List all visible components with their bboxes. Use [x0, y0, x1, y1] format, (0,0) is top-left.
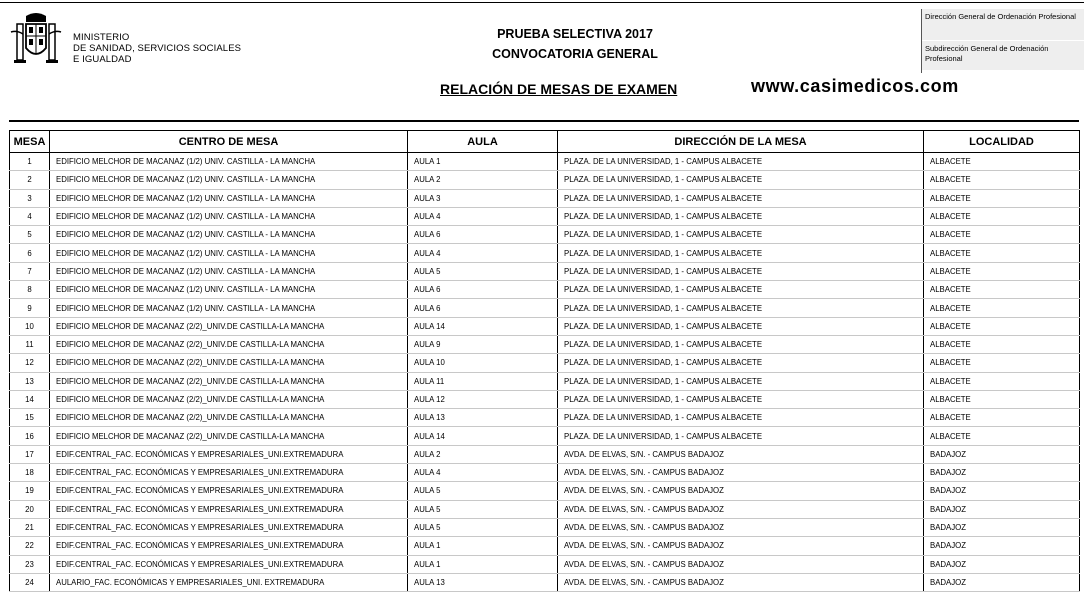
cell-centro: AULARIO_FAC. ECONÓMICAS Y EMPRESARIALES_UNI. EXTREMADURA [50, 573, 408, 591]
table-row [10, 500, 1080, 518]
column-header-direccion: DIRECCIÓN DE LA MESA [558, 131, 924, 153]
column-header-mesa: MESA [10, 131, 50, 153]
cell-localidad: ALBACETE [924, 226, 1080, 244]
cell-mesa: 4 [10, 207, 50, 225]
column-header-aula: AULA [408, 131, 558, 153]
cell-centro: EDIF.CENTRAL_FAC. ECONÓMICAS Y EMPRESARIALES_UNI.EXTREMADURA [50, 500, 408, 518]
cell-direccion: PLAZA. DE LA UNIVERSIDAD, 1 - CAMPUS ALBACETE [558, 171, 924, 189]
cell-centro: EDIFICIO MELCHOR DE MACANAZ (1/2) UNIV. CASTILLA - LA MANCHA [50, 226, 408, 244]
cell-localidad: ALBACETE [924, 281, 1080, 299]
cell-localidad: BADAJOZ [924, 537, 1080, 555]
cell-centro: EDIFICIO MELCHOR DE MACANAZ (2/2)_UNIV.DE CASTILLA-LA MANCHA [50, 354, 408, 372]
cell-centro: EDIF.CENTRAL_FAC. ECONÓMICAS Y EMPRESARIALES_UNI.EXTREMADURA [50, 464, 408, 482]
cell-aula: AULA 3 [408, 189, 558, 207]
title-line-1: PRUEBA SELECTIVA 2017 [497, 27, 653, 41]
cell-localidad: ALBACETE [924, 372, 1080, 390]
cell-centro: EDIFICIO MELCHOR DE MACANAZ (2/2)_UNIV.DE CASTILLA-LA MANCHA [50, 390, 408, 408]
ministry-line-2: DE SANIDAD, SERVICIOS SOCIALES [73, 43, 242, 54]
table-row [10, 171, 1080, 189]
cell-direccion: PLAZA. DE LA UNIVERSIDAD, 1 - CAMPUS ALBACETE [558, 390, 924, 408]
cell-aula: AULA 2 [408, 171, 558, 189]
table-row [10, 317, 1080, 335]
cell-direccion: PLAZA. DE LA UNIVERSIDAD, 1 - CAMPUS ALBACETE [558, 207, 924, 225]
cell-localidad: ALBACETE [924, 171, 1080, 189]
table-row [10, 555, 1080, 573]
ministry-line-1: MINISTERIO [73, 32, 130, 43]
cell-localidad: ALBACETE [924, 427, 1080, 445]
coat-of-arms-logo [9, 10, 63, 68]
cell-localidad: BADAJOZ [924, 518, 1080, 536]
table-row [10, 427, 1080, 445]
cell-mesa: 23 [10, 555, 50, 573]
table-header-row [10, 131, 1080, 153]
cell-centro: EDIF.CENTRAL_FAC. ECONÓMICAS Y EMPRESARIALES_UNI.EXTREMADURA [50, 555, 408, 573]
cell-direccion: PLAZA. DE LA UNIVERSIDAD, 1 - CAMPUS ALBACETE [558, 354, 924, 372]
cell-mesa: 18 [10, 464, 50, 482]
cell-direccion: PLAZA. DE LA UNIVERSIDAD, 1 - CAMPUS ALBACETE [558, 317, 924, 335]
cell-direccion: AVDA. DE ELVAS, S/N. - CAMPUS BADAJOZ [558, 573, 924, 591]
table-row [10, 207, 1080, 225]
title-line-2: CONVOCATORIA GENERAL [492, 47, 658, 61]
direction-box [921, 9, 1084, 73]
cell-mesa: 2 [10, 171, 50, 189]
cell-mesa: 8 [10, 281, 50, 299]
cell-mesa: 14 [10, 390, 50, 408]
cell-aula: AULA 14 [408, 427, 558, 445]
cell-mesa: 7 [10, 262, 50, 280]
cell-mesa: 20 [10, 500, 50, 518]
cell-localidad: BADAJOZ [924, 464, 1080, 482]
table-row [10, 189, 1080, 207]
cell-mesa: 1 [10, 153, 50, 171]
cell-localidad: ALBACETE [924, 354, 1080, 372]
cell-localidad: BADAJOZ [924, 482, 1080, 500]
document-subtitle: RELACIÓN DE MESAS DE EXAMEN [440, 81, 678, 97]
subdirection-general: Subdirección General de Ordenación Profesional [922, 41, 1084, 70]
cell-aula: AULA 5 [408, 262, 558, 280]
cell-localidad: BADAJOZ [924, 500, 1080, 518]
cell-centro: EDIFICIO MELCHOR DE MACANAZ (1/2) UNIV. CASTILLA - LA MANCHA [50, 244, 408, 262]
cell-direccion: PLAZA. DE LA UNIVERSIDAD, 1 - CAMPUS ALBACETE [558, 153, 924, 171]
cell-localidad: ALBACETE [924, 390, 1080, 408]
cell-direccion: PLAZA. DE LA UNIVERSIDAD, 1 - CAMPUS ALBACETE [558, 262, 924, 280]
cell-mesa: 24 [10, 573, 50, 591]
cell-mesa: 10 [10, 317, 50, 335]
cell-aula: AULA 1 [408, 537, 558, 555]
table-row [10, 244, 1080, 262]
table-row [10, 464, 1080, 482]
table-row [10, 262, 1080, 280]
cell-direccion: AVDA. DE ELVAS, S/N. - CAMPUS BADAJOZ [558, 500, 924, 518]
cell-aula: AULA 1 [408, 153, 558, 171]
cell-aula: AULA 10 [408, 354, 558, 372]
table-row [10, 226, 1080, 244]
cell-mesa: 11 [10, 335, 50, 353]
table-row [10, 409, 1080, 427]
cell-centro: EDIFICIO MELCHOR DE MACANAZ (1/2) UNIV. CASTILLA - LA MANCHA [50, 262, 408, 280]
cell-direccion: AVDA. DE ELVAS, S/N. - CAMPUS BADAJOZ [558, 555, 924, 573]
cell-centro: EDIF.CENTRAL_FAC. ECONÓMICAS Y EMPRESARIALES_UNI.EXTREMADURA [50, 537, 408, 555]
cell-localidad: ALBACETE [924, 189, 1080, 207]
cell-direccion: AVDA. DE ELVAS, S/N. - CAMPUS BADAJOZ [558, 537, 924, 555]
cell-direccion: PLAZA. DE LA UNIVERSIDAD, 1 - CAMPUS ALBACETE [558, 427, 924, 445]
cell-centro: EDIFICIO MELCHOR DE MACANAZ (1/2) UNIV. CASTILLA - LA MANCHA [50, 281, 408, 299]
cell-centro: EDIFICIO MELCHOR DE MACANAZ (1/2) UNIV. CASTILLA - LA MANCHA [50, 153, 408, 171]
cell-mesa: 9 [10, 299, 50, 317]
cell-direccion: PLAZA. DE LA UNIVERSIDAD, 1 - CAMPUS ALBACETE [558, 409, 924, 427]
table-row [10, 281, 1080, 299]
direction-general: Dirección General de Ordenación Profesional [922, 9, 1084, 41]
column-header-centro: CENTRO DE MESA [50, 131, 408, 153]
column-header-localidad: LOCALIDAD [924, 131, 1080, 153]
table-row [10, 573, 1080, 591]
cell-aula: AULA 2 [408, 445, 558, 463]
table-row [10, 445, 1080, 463]
cell-localidad: BADAJOZ [924, 555, 1080, 573]
cell-aula: AULA 6 [408, 226, 558, 244]
cell-aula: AULA 1 [408, 555, 558, 573]
cell-localidad: BADAJOZ [924, 445, 1080, 463]
top-border-line [0, 2, 1084, 3]
cell-localidad: ALBACETE [924, 299, 1080, 317]
cell-localidad: ALBACETE [924, 244, 1080, 262]
table-row [10, 335, 1080, 353]
cell-centro: EDIFICIO MELCHOR DE MACANAZ (2/2)_UNIV.DE CASTILLA-LA MANCHA [50, 317, 408, 335]
table-row [10, 299, 1080, 317]
cell-aula: AULA 4 [408, 464, 558, 482]
cell-direccion: PLAZA. DE LA UNIVERSIDAD, 1 - CAMPUS ALBACETE [558, 299, 924, 317]
cell-direccion: PLAZA. DE LA UNIVERSIDAD, 1 - CAMPUS ALBACETE [558, 372, 924, 390]
cell-direccion: PLAZA. DE LA UNIVERSIDAD, 1 - CAMPUS ALBACETE [558, 244, 924, 262]
cell-centro: EDIF.CENTRAL_FAC. ECONÓMICAS Y EMPRESARIALES_UNI.EXTREMADURA [50, 445, 408, 463]
cell-aula: AULA 4 [408, 207, 558, 225]
cell-mesa: 22 [10, 537, 50, 555]
cell-localidad: ALBACETE [924, 317, 1080, 335]
ministry-line-3: E IGUALDAD [73, 54, 132, 65]
cell-centro: EDIFICIO MELCHOR DE MACANAZ (1/2) UNIV. CASTILLA - LA MANCHA [50, 189, 408, 207]
cell-centro: EDIFICIO MELCHOR DE MACANAZ (1/2) UNIV. CASTILLA - LA MANCHA [50, 171, 408, 189]
cell-aula: AULA 4 [408, 244, 558, 262]
cell-mesa: 16 [10, 427, 50, 445]
cell-mesa: 15 [10, 409, 50, 427]
table-row [10, 518, 1080, 536]
cell-localidad: ALBACETE [924, 335, 1080, 353]
cell-mesa: 5 [10, 226, 50, 244]
cell-mesa: 21 [10, 518, 50, 536]
table-row [10, 354, 1080, 372]
cell-aula: AULA 14 [408, 317, 558, 335]
cell-aula: AULA 5 [408, 482, 558, 500]
cell-aula: AULA 13 [408, 409, 558, 427]
cell-centro: EDIFICIO MELCHOR DE MACANAZ (1/2) UNIV. CASTILLA - LA MANCHA [50, 207, 408, 225]
cell-aula: AULA 11 [408, 372, 558, 390]
cell-aula: AULA 6 [408, 281, 558, 299]
exam-tables-list [9, 130, 1080, 592]
cell-localidad: ALBACETE [924, 262, 1080, 280]
ministry-name [73, 32, 241, 65]
cell-localidad: BADAJOZ [924, 573, 1080, 591]
cell-direccion: PLAZA. DE LA UNIVERSIDAD, 1 - CAMPUS ALBACETE [558, 281, 924, 299]
cell-direccion: AVDA. DE ELVAS, S/N. - CAMPUS BADAJOZ [558, 464, 924, 482]
cell-mesa: 13 [10, 372, 50, 390]
cell-localidad: ALBACETE [924, 207, 1080, 225]
cell-direccion: PLAZA. DE LA UNIVERSIDAD, 1 - CAMPUS ALBACETE [558, 189, 924, 207]
table-row [10, 153, 1080, 171]
cell-centro: EDIF.CENTRAL_FAC. ECONÓMICAS Y EMPRESARIALES_UNI.EXTREMADURA [50, 518, 408, 536]
header-divider [9, 120, 1079, 122]
table-body [10, 153, 1080, 592]
cell-aula: AULA 5 [408, 518, 558, 536]
cell-centro: EDIF.CENTRAL_FAC. ECONÓMICAS Y EMPRESARIALES_UNI.EXTREMADURA [50, 482, 408, 500]
cell-centro: EDIFICIO MELCHOR DE MACANAZ (2/2)_UNIV.DE CASTILLA-LA MANCHA [50, 427, 408, 445]
table-row [10, 482, 1080, 500]
cell-direccion: AVDA. DE ELVAS, S/N. - CAMPUS BADAJOZ [558, 482, 924, 500]
cell-centro: EDIFICIO MELCHOR DE MACANAZ (2/2)_UNIV.DE CASTILLA-LA MANCHA [50, 335, 408, 353]
table-row [10, 390, 1080, 408]
cell-direccion: AVDA. DE ELVAS, S/N. - CAMPUS BADAJOZ [558, 445, 924, 463]
table-row [10, 372, 1080, 390]
cell-aula: AULA 6 [408, 299, 558, 317]
cell-mesa: 6 [10, 244, 50, 262]
cell-aula: AULA 12 [408, 390, 558, 408]
document-title [420, 26, 730, 62]
cell-direccion: PLAZA. DE LA UNIVERSIDAD, 1 - CAMPUS ALBACETE [558, 335, 924, 353]
cell-mesa: 17 [10, 445, 50, 463]
cell-localidad: ALBACETE [924, 409, 1080, 427]
cell-centro: EDIFICIO MELCHOR DE MACANAZ (2/2)_UNIV.DE CASTILLA-LA MANCHA [50, 409, 408, 427]
website-watermark: www.casimedicos.com [751, 76, 959, 96]
cell-mesa: 19 [10, 482, 50, 500]
cell-aula: AULA 5 [408, 500, 558, 518]
cell-mesa: 12 [10, 354, 50, 372]
table-row [10, 537, 1080, 555]
cell-centro: EDIFICIO MELCHOR DE MACANAZ (2/2)_UNIV.DE CASTILLA-LA MANCHA [50, 372, 408, 390]
cell-aula: AULA 9 [408, 335, 558, 353]
cell-direccion: PLAZA. DE LA UNIVERSIDAD, 1 - CAMPUS ALBACETE [558, 226, 924, 244]
cell-aula: AULA 13 [408, 573, 558, 591]
cell-localidad: ALBACETE [924, 153, 1080, 171]
cell-centro: EDIFICIO MELCHOR DE MACANAZ (1/2) UNIV. CASTILLA - LA MANCHA [50, 299, 408, 317]
cell-mesa: 3 [10, 189, 50, 207]
cell-direccion: AVDA. DE ELVAS, S/N. - CAMPUS BADAJOZ [558, 518, 924, 536]
